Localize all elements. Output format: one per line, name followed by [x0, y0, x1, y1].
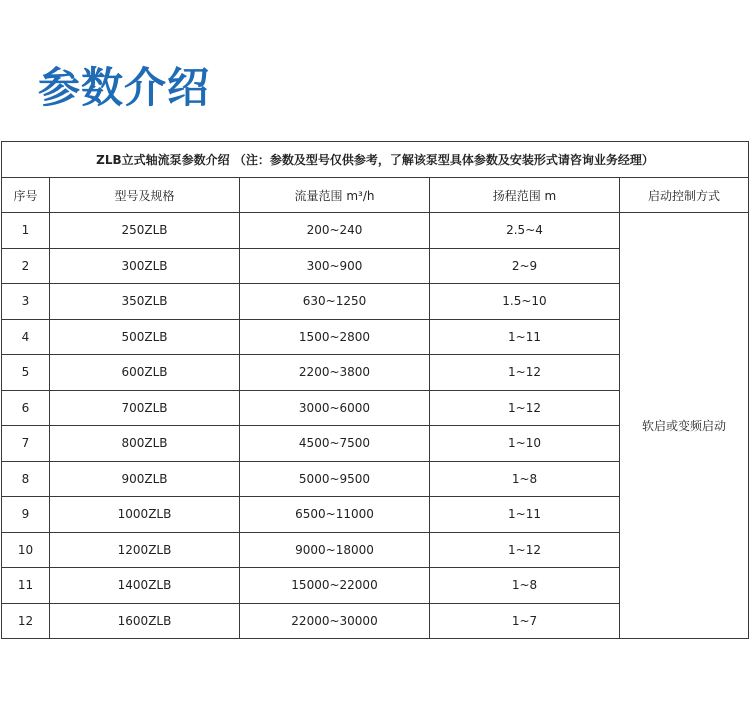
cell-head-range: 1~10 [430, 426, 620, 462]
cell-serial-number: 11 [2, 568, 50, 604]
cell-flow-range: 5000~9500 [240, 461, 430, 497]
cell-serial-number: 5 [2, 355, 50, 391]
cell-model: 800ZLB [50, 426, 240, 462]
cell-flow-range: 1500~2800 [240, 319, 430, 355]
cell-serial-number: 1 [2, 213, 50, 249]
cell-head-range: 1~12 [430, 355, 620, 391]
cell-flow-range: 300~900 [240, 248, 430, 284]
cell-head-range: 1~12 [430, 532, 620, 568]
cell-head-range: 1~8 [430, 568, 620, 604]
cell-serial-number: 4 [2, 319, 50, 355]
cell-flow-range: 3000~6000 [240, 390, 430, 426]
cell-model: 300ZLB [50, 248, 240, 284]
cell-head-range: 1~12 [430, 390, 620, 426]
cell-flow-range: 200~240 [240, 213, 430, 249]
cell-serial-number: 7 [2, 426, 50, 462]
cell-serial-number: 12 [2, 603, 50, 639]
cell-model: 700ZLB [50, 390, 240, 426]
header-serial-number: 序号 [2, 178, 50, 213]
cell-start-method: 软启或变频启动 [620, 213, 749, 639]
cell-head-range: 1~11 [430, 497, 620, 533]
cell-head-range: 2~9 [430, 248, 620, 284]
cell-head-range: 1~7 [430, 603, 620, 639]
cell-model: 1400ZLB [50, 568, 240, 604]
cell-model: 900ZLB [50, 461, 240, 497]
cell-head-range: 1~11 [430, 319, 620, 355]
cell-serial-number: 2 [2, 248, 50, 284]
cell-flow-range: 22000~30000 [240, 603, 430, 639]
cell-head-range: 2.5~4 [430, 213, 620, 249]
cell-model: 500ZLB [50, 319, 240, 355]
header-model: 型号及规格 [50, 178, 240, 213]
cell-serial-number: 9 [2, 497, 50, 533]
table-caption: ZLB立式轴流泵参数介绍 （注：参数及型号仅供参考，了解该泵型具体参数及安装形式请咨询业务经理） [2, 142, 749, 178]
cell-flow-range: 6500~11000 [240, 497, 430, 533]
cell-model: 1600ZLB [50, 603, 240, 639]
table-caption-row [2, 142, 749, 178]
cell-model: 1000ZLB [50, 497, 240, 533]
cell-head-range: 1~8 [430, 461, 620, 497]
cell-flow-range: 9000~18000 [240, 532, 430, 568]
table-body [2, 213, 749, 639]
cell-flow-range: 4500~7500 [240, 426, 430, 462]
cell-head-range: 1.5~10 [430, 284, 620, 320]
cell-flow-range: 15000~22000 [240, 568, 430, 604]
pump-parameter-table [1, 141, 749, 639]
table-row [2, 213, 749, 249]
cell-model: 250ZLB [50, 213, 240, 249]
table-header-row [2, 178, 749, 213]
cell-model: 1200ZLB [50, 532, 240, 568]
cell-serial-number: 3 [2, 284, 50, 320]
cell-serial-number: 8 [2, 461, 50, 497]
page-title: 参数介绍 [38, 63, 211, 112]
cell-model: 350ZLB [50, 284, 240, 320]
cell-flow-range: 630~1250 [240, 284, 430, 320]
cell-serial-number: 6 [2, 390, 50, 426]
header-flow-range: 流量范围 m³/h [240, 178, 430, 213]
cell-serial-number: 10 [2, 532, 50, 568]
cell-model: 600ZLB [50, 355, 240, 391]
header-head-range: 扬程范围 m [430, 178, 620, 213]
cell-flow-range: 2200~3800 [240, 355, 430, 391]
header-start-control: 启动控制方式 [620, 178, 749, 213]
